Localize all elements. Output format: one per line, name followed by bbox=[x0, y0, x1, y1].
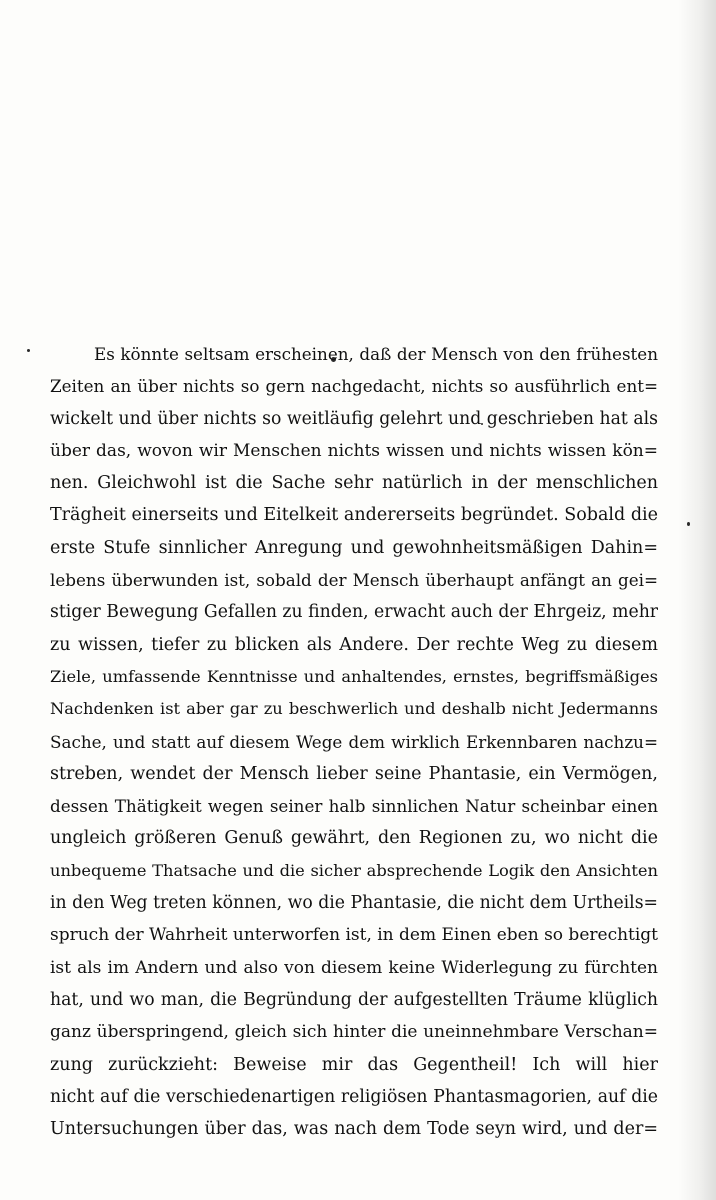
text-line: nen. Gleichwohl ist die Sache sehr natürlich in der menschlichen bbox=[50, 473, 658, 494]
ink-speck bbox=[687, 522, 690, 526]
text-line: streben, wendet der Mensch lieber seine Phantasie, ein Vermögen, bbox=[50, 763, 658, 784]
text-line: Trägheit einerseits und Eitelkeit andererseits begründet. Sobald die bbox=[50, 505, 658, 526]
text-line: Nachdenken ist aber gar zu beschwerlich und deshalb nicht Jedermanns bbox=[50, 699, 658, 719]
text-line: dessen Thätigkeit wegen seiner halb sinnlichen Natur scheinbar einen bbox=[50, 796, 658, 817]
text-line: ist als im Andern und also von diesem keine Widerlegung zu fürchten bbox=[50, 957, 658, 978]
text-line: lebens überwunden ist, sobald der Mensch überhaupt anfängt an gei= bbox=[50, 570, 658, 591]
text-line: in den Weg treten können, wo die Phantasie, die nicht dem Urtheils= bbox=[50, 893, 658, 914]
text-line: Ziele, umfassende Kenntnisse und anhaltendes, ernstes, begriffsmäßiges bbox=[50, 666, 658, 686]
text-line: über das, wovon wir Menschen nichts wissen und nichts wissen kön= bbox=[50, 440, 658, 461]
body-text bbox=[50, 338, 658, 1145]
text-line: unbequeme Thatsache und die sicher absprechende Logik den Ansichten bbox=[50, 860, 658, 880]
text-line: Untersuchungen über das, was nach dem Tode seyn wird, und der= bbox=[50, 1119, 658, 1140]
text-line: ungleich größeren Genuß gewährt, den Regionen zu, wo nicht die bbox=[50, 828, 658, 849]
ink-speck bbox=[27, 349, 30, 352]
text-line: Sache, und statt auf diesem Wege dem wirklich Erkennbaren nachzu= bbox=[50, 731, 658, 752]
text-line: zu wissen, tiefer zu blicken als Andere. Der rechte Weg zu diesem bbox=[50, 634, 658, 655]
text-line: stiger Bewegung Gefallen zu finden, erwacht auch der Ehrgeiz, mehr bbox=[50, 602, 658, 623]
text-line: ganz überspringend, gleich sich hinter die uneinnehmbare Verschan= bbox=[50, 1022, 658, 1043]
text-line: wickelt und über nichts so weitläufig gelehrt und geschrieben hat als bbox=[50, 408, 658, 429]
text-line: hat, und wo man, die Begründung der aufgestellten Träume klüglich bbox=[50, 989, 658, 1010]
text-line: nicht auf die verschiedenartigen religiösen Phantasmagorien, auf die bbox=[50, 1086, 658, 1107]
text-line: spruch der Wahrheit unterworfen ist, in dem Einen eben so berechtigt bbox=[50, 925, 658, 946]
page-edge-shadow bbox=[678, 0, 716, 1200]
text-line: Zeiten an über nichts so gern nachgedacht, nichts so ausführlich ent= bbox=[50, 376, 658, 397]
text-line: erste Stufe sinnlicher Anregung und gewohnheitsmäßigen Dahin= bbox=[50, 537, 658, 558]
text-line: Es könnte seltsam erscheinen, daß der Mensch von den frühesten bbox=[94, 344, 658, 364]
text-line: zung zurückzieht: Beweise mir das Gegentheil! Ich will hier bbox=[50, 1054, 658, 1075]
